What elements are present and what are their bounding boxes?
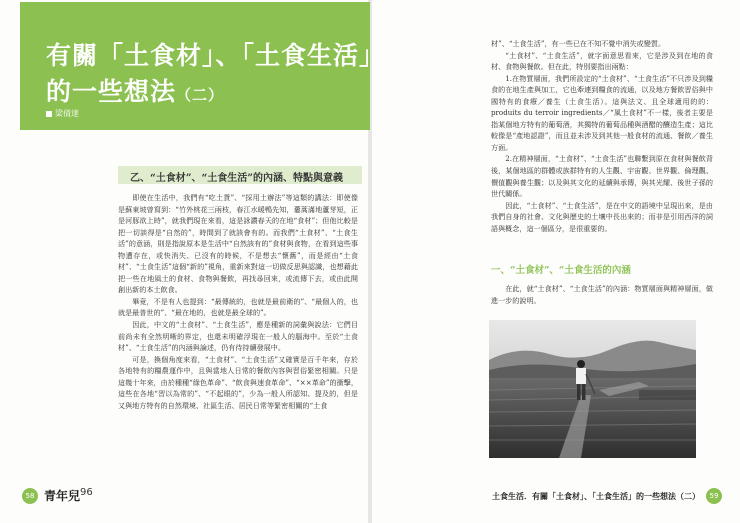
paragraph: 因此，“土食材”、“土食生活”，是在中文的語境中呈現出來，是由我們自身的社會、文化與歷史的土壤中長出來的；而非是引用西洋的詞語與概念，這一個區分，是很重要的。 bbox=[491, 200, 713, 233]
paragraph-continued: 材”、“土食生活”，有一些已在不知不覺中消失或變質。 bbox=[491, 39, 666, 48]
section-heading-banner bbox=[118, 166, 362, 184]
paragraph: 在此，就“土食材”、“土食生活”的內涵：物質層面與精神層面，做進一步的說明。 bbox=[491, 284, 713, 305]
paragraph: 2.在精神層面，“土食材”、“土食生活”也聯繫到原在食材與餐飲背後，某個地區的群體或族群特有的人生觀、宇宙觀、世界觀、倫理觀、價值觀與養生觀；以及與其文化的延續與承傳，與其光耀、後世子孫的世代關係。 bbox=[491, 154, 713, 199]
paragraph: “土食材”、“土食生活”，就字面意思看來，它是涉及到在地的食材、食物與餐飲。但在此，特別要指出兩點： bbox=[491, 50, 713, 72]
running-head: 土食生活．有關「土食材」、「土食生活」的一些想法（二） bbox=[492, 491, 700, 501]
section-heading: 乙、“土食材”、“土食生活”的內涵、特點與意義 bbox=[130, 173, 344, 184]
paragraph: 畢竟，不是有人也提到：“最傳統的，也就是最前衛的”、“最個人的，也就是最普世的”、“最在地的，也就是最全球的”。 bbox=[118, 296, 358, 318]
issue-number: 96 bbox=[80, 487, 93, 498]
article-title-part: （二） bbox=[176, 86, 225, 104]
field-photo bbox=[489, 320, 696, 458]
left-body-text bbox=[118, 192, 358, 464]
article-title-line-2 bbox=[46, 72, 224, 108]
author-byline bbox=[46, 108, 79, 119]
farmer-in-field-photo-icon bbox=[489, 320, 696, 458]
paragraph: 1.在物質層面，我們所設定的“土食材”、“土食生活”不只涉及到糧食的在地生產與加工，它也牽連到糧食的流通，以及地方餐飲習俗與中國特有的食療／養生（土食生活）。這與法文、且全球適用的的：produits du terroir ingredients／“風土食材”不一樣，後者主要是指某個地方特有的葡萄酒，其獨特的葡萄品種與酒醋的釀造生產；這比較像是“產地認證”，而且並未涉及到其他一般食材的流通、餐飲／養生方面。 bbox=[491, 73, 713, 152]
article-title-line-1: 有關「土食材」、「土食生活」 bbox=[46, 41, 386, 70]
left-page-number: 58 bbox=[22, 488, 38, 504]
magazine-logo: 青年兒 bbox=[44, 489, 81, 503]
subsection-heading: 一、“土食材”、“土食生活的內涵 bbox=[491, 265, 631, 276]
right-body-text-2 bbox=[491, 283, 713, 309]
paragraph: 因此，中文的“土食材”、“土食生活”，應是種新的詞彙與說法：它們目前尚未有全然明晰的界定，也還未明確浮現在一般人的腦海中。至於“土食材”、“土食生活”的內涵與論述，仍有待持續發展中。 bbox=[118, 320, 358, 353]
paragraph: 可是，換個角度來看，“土食材”、“土食生活”又確實是百千年來，存於各地特有的糧農運作中，且與當地人日常的餐飲內容與習俗緊密相關。只是這幾十年來，由於種種“綠色革命”、“飲食與速食革命”、“××革命”的衝擊，這些在各地“習以為常的”、“不起眼的”，少為一般人所認知、提及的，但是又與地方特有的自然環境、社區生活、居民日常等緊密相關的“土食 bbox=[118, 354, 358, 410]
square-bullet-icon bbox=[46, 111, 52, 117]
author-name: 梁倩達 bbox=[55, 109, 79, 118]
article-title-main: 的一些想法 bbox=[46, 77, 177, 106]
title-block bbox=[20, 2, 386, 130]
right-page-number: 59 bbox=[706, 488, 722, 504]
paragraph: 即使在生活中，我們有“吃土貨”、“採用土辦法”等這類的講法：即使像是蘇東坡曾寫到：“竹外桃花三兩枝，春江水暖鴨先知，蔞蒿滿地蘆芽短，正是河豚欲上時”，就我們現在來看，這是詠讚春天的在地“食材”；但他比較是把一切談得是“自然的”，時間到了就該會有的。而我們“土食材”、“土食生活”的意涵，則是指說原本是生活中“自然該有的”食材與食物，在看到這些事物遭存在，或快消失、已沒有的時候，不是想去“懷舊”，而是經由“土食材”、“土食生活”這個“新的”視角，重新來對這一切做反思與認識，也想藉此把一些在地風土的食材、食物與餐飲，再找尋回來，或流傳下去，或由此開創出新的本土飲食。 bbox=[118, 193, 358, 295]
right-body-text bbox=[491, 38, 713, 242]
